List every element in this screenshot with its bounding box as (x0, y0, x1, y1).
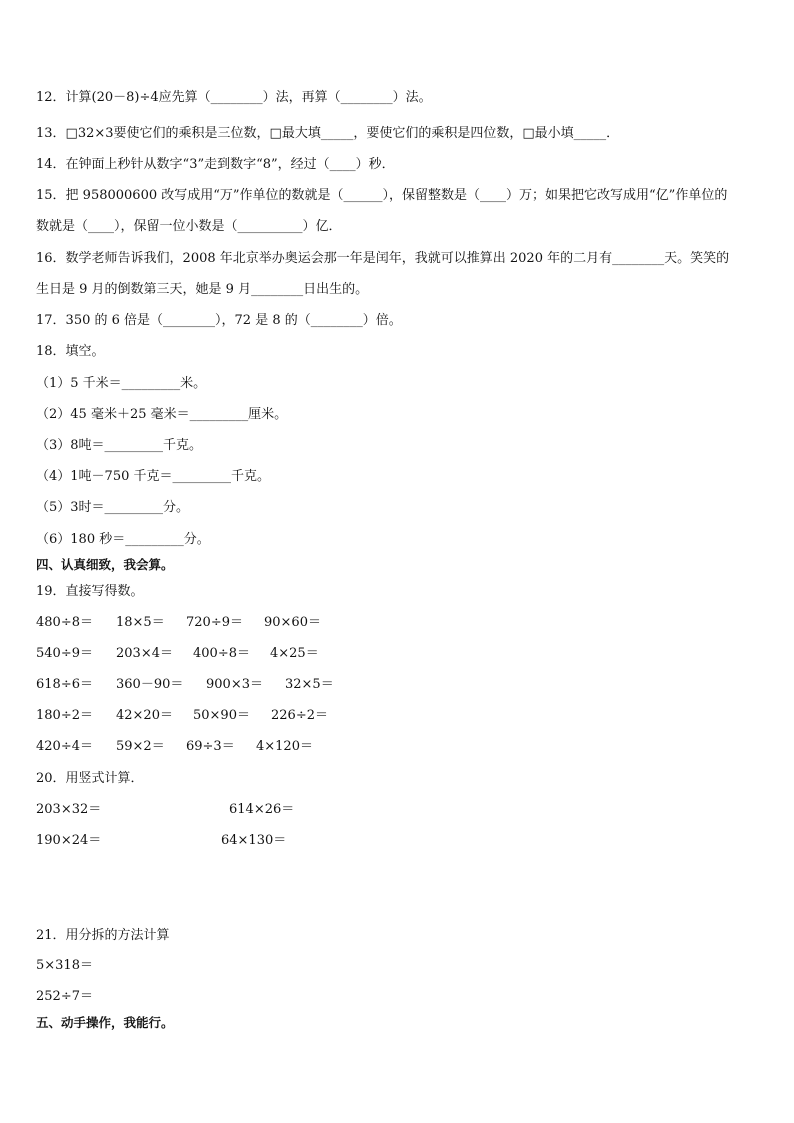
question-18: 18．填空。 (36, 344, 105, 359)
question-15-line-2: 数就是（____），保留一位小数是（__________）亿． (36, 219, 342, 234)
q19-cell: 400÷8＝ (193, 646, 250, 661)
q19-cell: 203×4＝ (116, 646, 173, 661)
question-19: 19．直接写得数。 (36, 584, 144, 599)
q18-item: （3）8吨＝_________千克。 (36, 438, 203, 453)
q19-cell: 50×90＝ (193, 708, 250, 723)
q19-cell: 59×2＝ (116, 739, 165, 754)
q20-cell: 203×32＝ (36, 802, 102, 817)
section-5-heading: 五、动手操作，我能行。 (36, 1015, 174, 1030)
q19-cell: 618÷6＝ (36, 677, 93, 692)
q19-cell: 4×120＝ (256, 739, 313, 754)
q19-cell: 480÷8＝ (36, 615, 93, 630)
q19-cell: 226÷2＝ (271, 708, 328, 723)
question-16-line-2: 生日是 9 月的倒数第三天，她是 9 月________日出生的。 (36, 282, 369, 297)
q19-cell: 540÷9＝ (36, 646, 93, 661)
q19-cell: 4×25＝ (270, 646, 319, 661)
question-12: 12．计算(20－8)÷4应先算（________）法，再算（________）法。 (36, 90, 432, 105)
q18-item: （1）5 千米＝_________米。 (36, 376, 207, 391)
question-14: 14．在钟面上秒针从数字“3”走到数字“8”，经过（____）秒． (36, 157, 395, 172)
question-17: 17．350 的 6 倍是（________），72 是 8 的（________）倍。 (36, 313, 402, 328)
q18-item: （6）180 秒＝_________分。 (36, 532, 210, 547)
q19-cell: 32×5＝ (285, 677, 334, 692)
q19-cell: 360－90＝ (116, 677, 184, 692)
q19-cell: 90×60＝ (264, 615, 321, 630)
q19-cell: 720÷9＝ (186, 615, 243, 630)
q18-item: （5）3时＝_________分。 (36, 500, 190, 515)
q19-cell: 420÷4＝ (36, 739, 93, 754)
q18-item: （4）1吨－750 千克＝_________千克。 (36, 469, 270, 484)
q18-item: （2）45 毫米＋25 毫米＝_________厘米。 (36, 407, 288, 422)
q21-item: 5×318＝ (36, 958, 93, 973)
q20-cell: 614×26＝ (229, 802, 295, 817)
question-16-line-1: 16．数学老师告诉我们，2008 年北京举办奥运会那一年是闰年，我就可以推算出 2020 年的二月有________天。笑笑的 (36, 251, 730, 266)
q19-cell: 180÷2＝ (36, 708, 93, 723)
q19-cell: 42×20＝ (116, 708, 173, 723)
q19-cell: 69÷3＝ (186, 739, 235, 754)
q19-cell: 18×5＝ (116, 615, 165, 630)
q21-item: 252÷7＝ (36, 989, 93, 1004)
question-13: 13．□32×3要使它们的乘积是三位数，□最大填_____，要使它们的乘积是四位数，□最小填_____． (36, 126, 620, 141)
q20-cell: 64×130＝ (221, 833, 287, 848)
question-21: 21．用分拆的方法计算 (36, 928, 170, 943)
question-15-line-1: 15．把 958000600 改写成用“万”作单位的数就是（______），保留整数是（____）万；如果把它改写成用“亿”作单位的 (36, 188, 728, 203)
q19-cell: 900×3＝ (206, 677, 263, 692)
q20-cell: 190×24＝ (36, 833, 102, 848)
section-4-heading: 四、认真细致，我会算。 (36, 557, 174, 572)
question-20: 20．用竖式计算． (36, 771, 144, 786)
